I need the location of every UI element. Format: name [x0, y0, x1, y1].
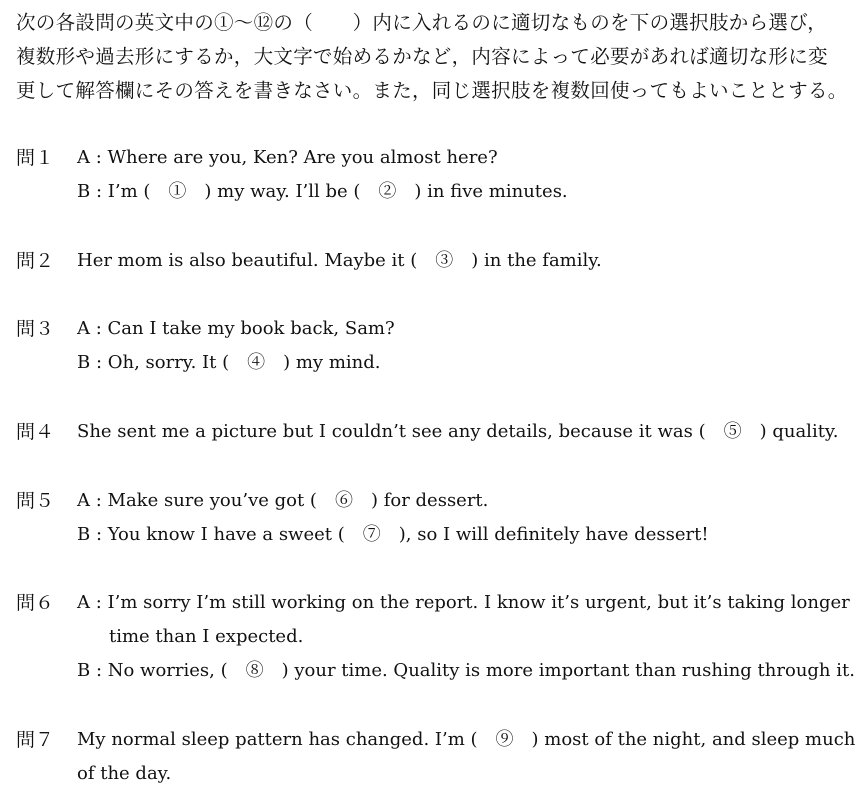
- question-number: 問４: [16, 421, 55, 443]
- question-number: 問２: [16, 250, 55, 272]
- question-line: My normal sleep pattern has changed. I’m ( ⑨ ) most of the night, and sleep much: [77, 729, 856, 750]
- question-number: 問７: [16, 729, 55, 751]
- instruction-line: 更して解答欄にその答えを書きなさい。また，同じ選択肢を複数回使ってもよいこととする。: [16, 79, 848, 102]
- instruction-line: 複数形や過去形にするか，大文字で始めるかなど，内容によって必要があれば適切な形に変: [16, 45, 828, 68]
- question-number: 問５: [16, 490, 55, 512]
- question-line: B : Oh, sorry. It ( ④ ) my mind.: [77, 352, 381, 373]
- question-line: B : No worries, ( ⑧ ) your time. Quality is more important than rushing through it.: [77, 660, 855, 681]
- question-number: 問３: [16, 318, 55, 340]
- instructions: [16, 6, 846, 108]
- question-line: A : Make sure you’ve got ( ⑥ ) for dessert.: [77, 490, 489, 511]
- question-line: She sent me a picture but I couldn’t see any details, because it was ( ⑤ ) quality.: [77, 421, 839, 442]
- question-line: of the day.: [77, 763, 172, 784]
- question-line: Her mom is also beautiful. Maybe it ( ③ ) in the family.: [77, 250, 602, 271]
- question-line-continued: time than I expected.: [109, 626, 304, 647]
- question-number: 問６: [16, 592, 55, 614]
- question-line: A : Can I take my book back, Sam?: [77, 318, 395, 339]
- question-number: 問１: [16, 147, 55, 169]
- question-line: B : You know I have a sweet ( ⑦ ), so I will definitely have dessert!: [77, 524, 709, 545]
- instruction-line: 次の各設問の英文中の①～⑫の（ ）内に入れるのに適切なものを下の選択肢から選び，: [16, 11, 828, 34]
- question-line: B : I’m ( ① ) my way. I’ll be ( ② ) in five minutes.: [77, 181, 568, 202]
- question-line: A : I’m sorry I’m still working on the report. I know it’s urgent, but it’s taking longer: [77, 592, 850, 613]
- question-line: A : Where are you, Ken? Are you almost here?: [77, 147, 498, 168]
